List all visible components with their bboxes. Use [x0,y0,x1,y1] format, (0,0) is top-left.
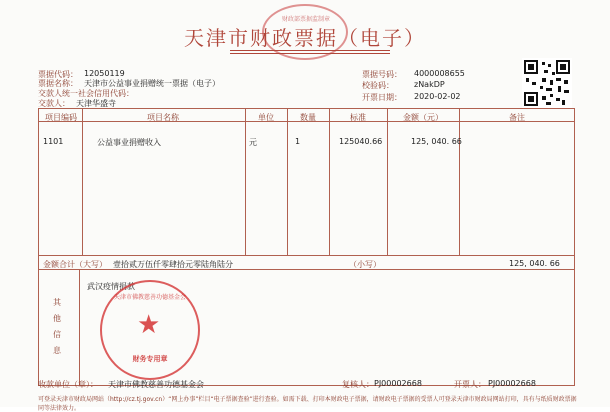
label-issuer: 开票人： [454,380,486,389]
label-bill-name: 票据名称： [38,79,78,88]
column-divider [287,109,288,256]
column-divider [459,109,460,256]
finance-seal-label: 财务专用章 [132,355,168,363]
column-header-quantity: 数量 [300,113,316,122]
row-item-name: 公益事业捐赠收入 [97,138,161,147]
column-header-standard: 标准 [350,113,366,122]
column-divider [79,270,80,385]
label-bill-code: 票据代码： [38,70,78,79]
label-bill-number: 票据号码： [362,70,402,79]
issuer: PJ00002668 [488,379,536,388]
row-item-code: 1101 [43,137,64,146]
supervision-seal-text: 财政部票据监制章 [282,16,331,23]
receipt-title: 天津市财政票据（电子） [184,26,426,50]
title-underline [230,50,390,52]
column-header-note: 备注 [509,113,525,122]
footer-note: 可登录天津市财政局网站（http://cz.tj.gov.cn）“网上办事”栏目“电子票据查验”进行查验。如需下载、打印本财政电子票据，请财政电子票据的受票人可登录天津市财政局网站打印，具有与纸质财政票据同等法律效力。 [38,396,577,412]
row-item-unit: 元 [249,138,257,147]
total-amount-chinese: 壹拾贰万伍仟零肆拾元零陆角陆分 [113,260,233,269]
column-header-unit: 单位 [258,113,274,122]
label-issue-date: 开票日期： [362,93,402,102]
total-label: 金额合计（大写） [43,260,107,269]
row-item-amount: 125, 040. 66 [411,137,462,146]
reviewer: PJ00002668 [374,379,422,388]
small-writing-label: （小写） [349,260,381,269]
table-divider [39,255,574,256]
title-underline-2 [230,53,390,55]
payee: 天津市佛教慈善功德基金会 [108,380,204,389]
star-icon: ★ [137,310,161,340]
column-header-amount: 金额（元） [403,113,443,122]
row-item-quantity: 1 [295,137,301,146]
row-item-standard: 125040.66 [339,137,383,146]
issue-date: 2020-02-02 [414,92,461,101]
bill-code: 12050119 [84,69,125,78]
bill-name: 天津市公益事业捐赠统一票据（电子） [84,79,220,88]
label-payer: 交款人： [38,99,70,108]
column-divider [82,109,83,256]
finance-seal-org: 天津市佛教慈善功德基金会 [113,294,186,301]
column-divider [329,109,330,256]
qr-code-icon[interactable] [522,58,572,108]
label-payee: 收款单位（章）： [38,380,98,389]
total-amount-number: 125, 040. 66 [509,259,560,268]
column-divider [245,109,246,256]
column-divider [387,109,388,256]
payer: 天津华盛寺 [76,99,116,108]
bill-number: 4000008655 [414,69,465,78]
label-reviewer: 复核人： [342,380,374,389]
column-header-code: 项目编码 [45,113,77,122]
finance-seal [100,280,200,380]
other-info-label: 其他信息 [53,298,61,355]
label-check-code: 校验码： [362,81,394,90]
other-info-value: 武汉疫情捐款 [87,282,135,291]
label-payer-credit-code: 交款人统一社会信用代码： [38,89,134,98]
check-code: zNakDP [414,80,445,89]
column-header-name: 项目名称 [147,113,179,122]
